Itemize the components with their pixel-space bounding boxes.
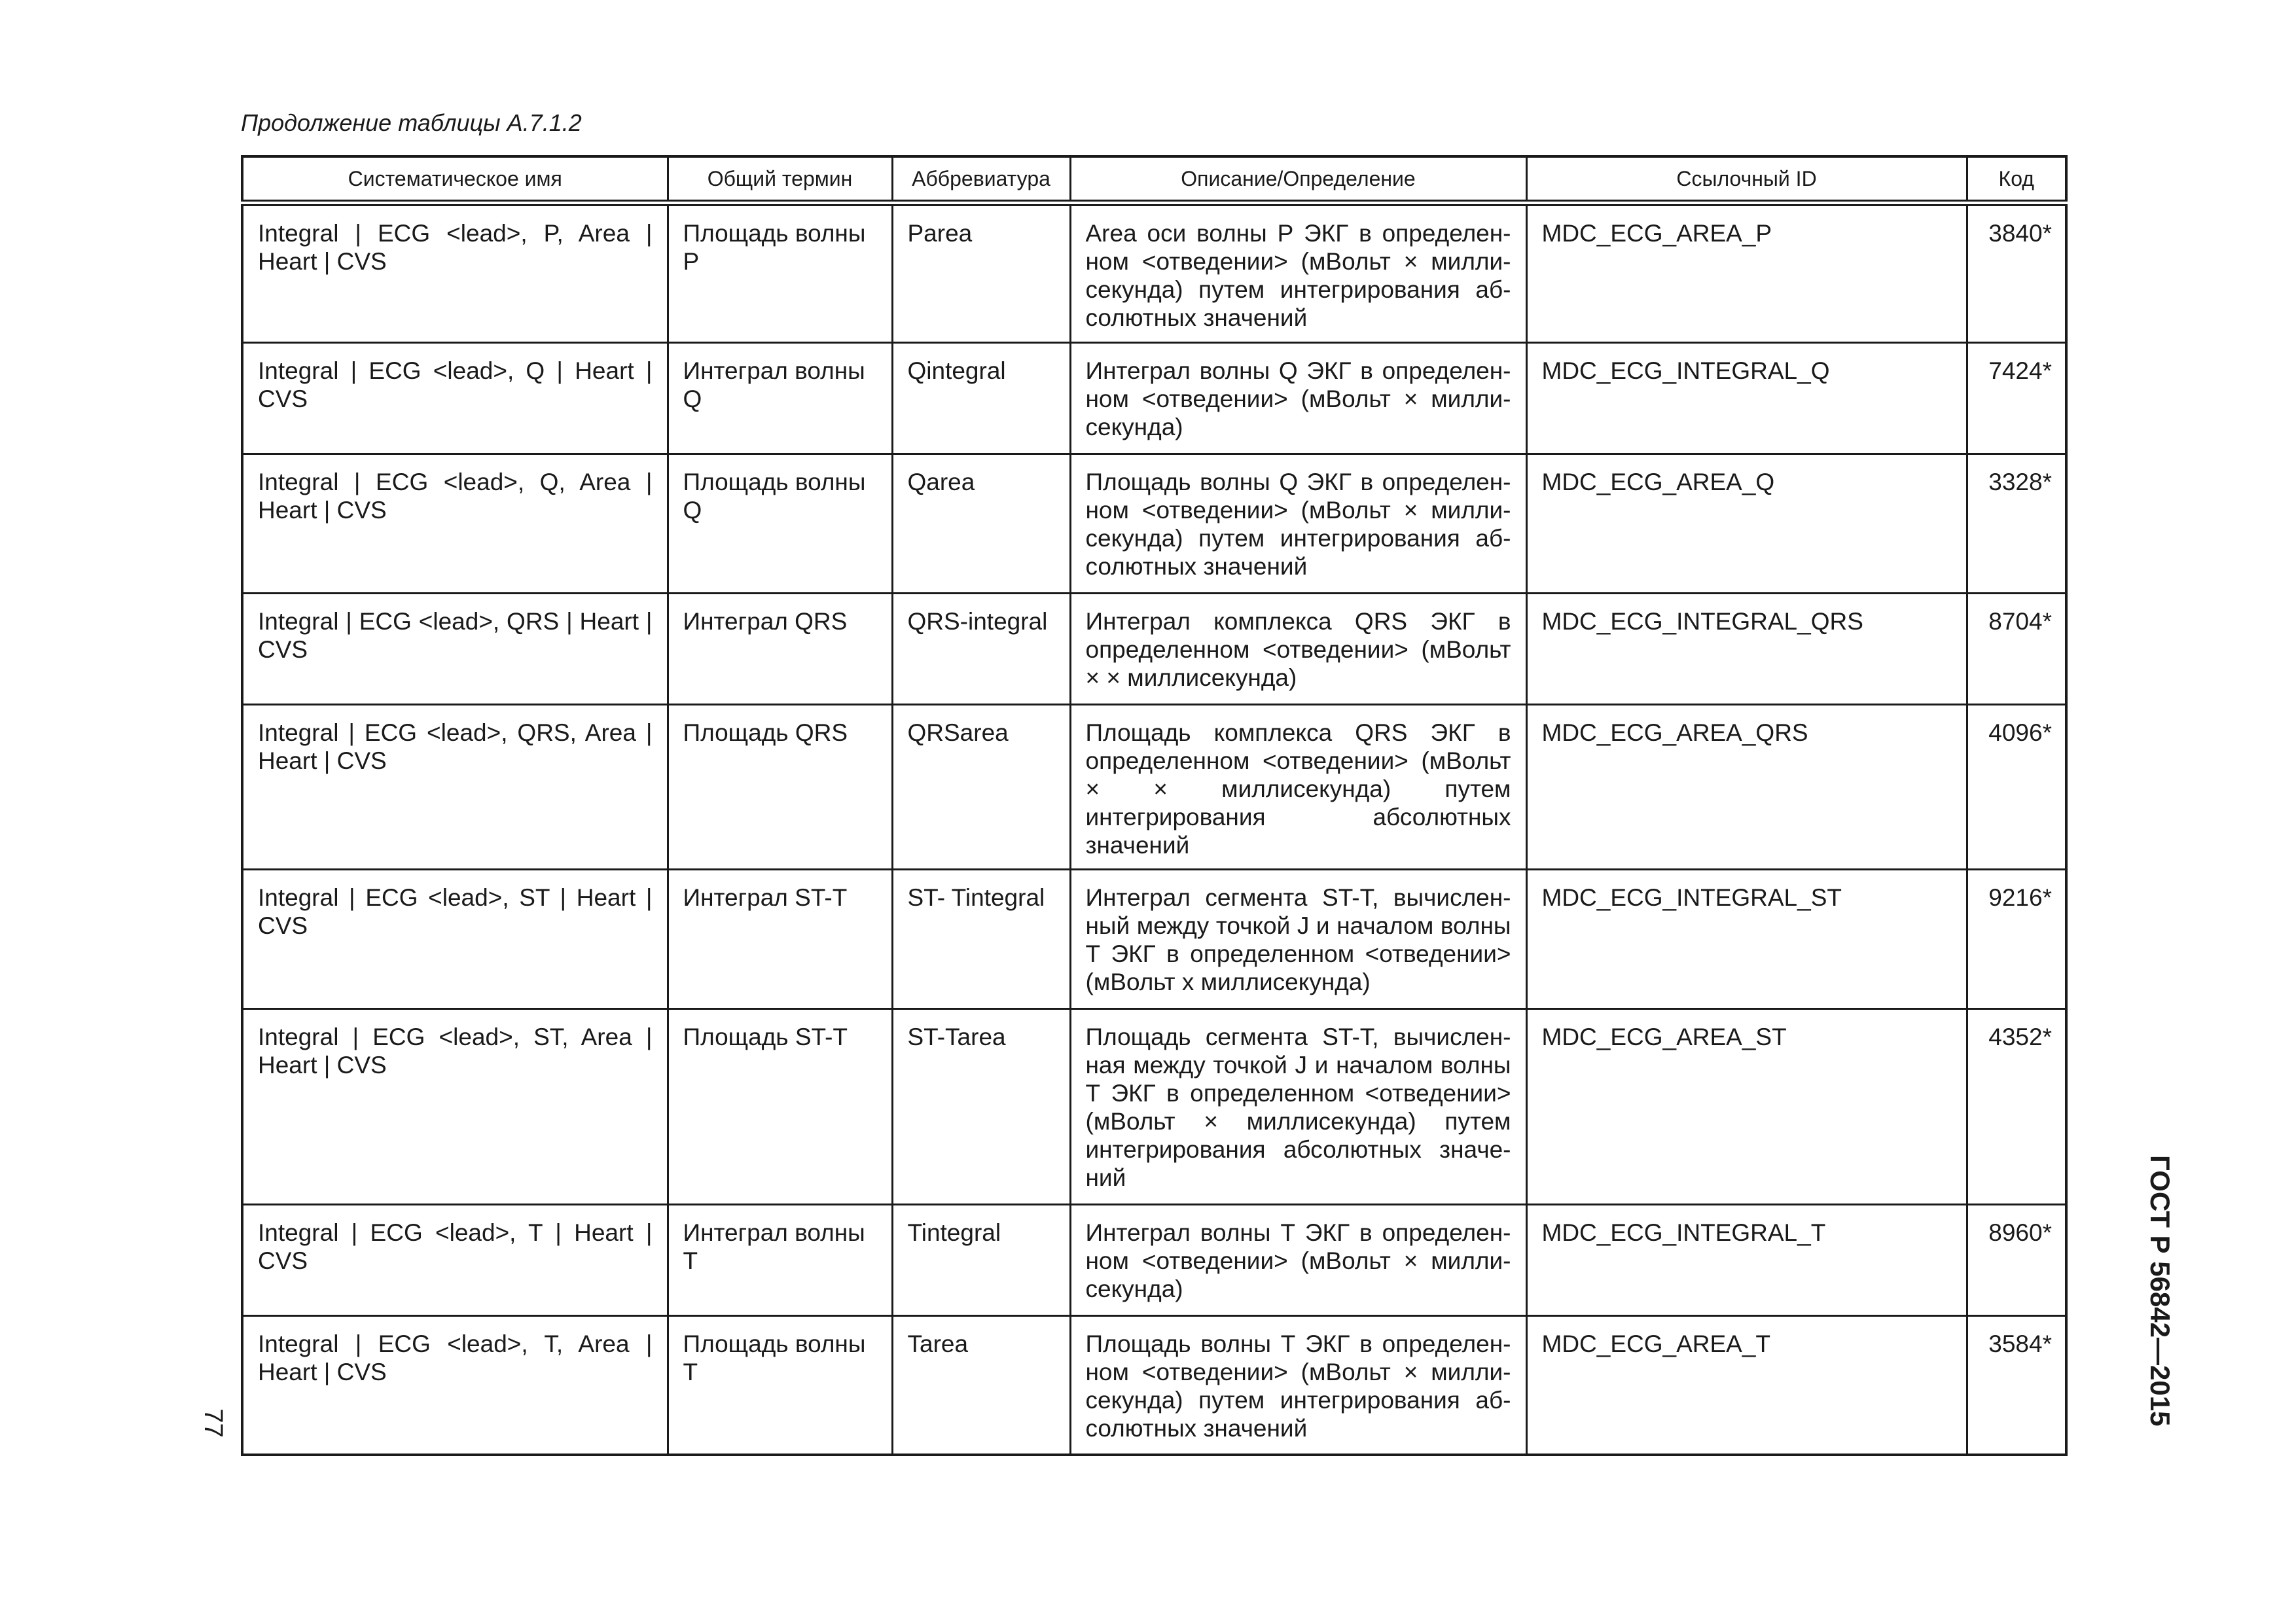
cell-common-term: Интеграл волны Т — [668, 1204, 892, 1315]
cell-reference-id: MDC_ECG_INTEGRAL_ST — [1526, 869, 1967, 1008]
cell-common-term: Площадь волны Т — [668, 1315, 892, 1455]
header-abbreviation: Аббревиатура — [892, 156, 1070, 203]
cell-code: 3328* — [1967, 454, 2066, 593]
cell-description: Интеграл комплекса QRS ЭКГ в определенном <отведении> (мВольт × × миллисекунда) — [1070, 593, 1526, 704]
cell-abbreviation: Qintegral — [892, 342, 1070, 454]
cell-reference-id: MDC_ECG_AREA_P — [1526, 203, 1967, 342]
cell-abbreviation: ST-Tarea — [892, 1008, 1070, 1204]
cell-description: Площадь волны Т ЭКГ в определенном <отведении> (мВольт × миллисекунда) путем интегрирования абсолютных значений — [1070, 1315, 1526, 1455]
table-row — [242, 593, 2066, 704]
table-row — [242, 869, 2066, 1008]
cell-reference-id: MDC_ECG_AREA_QRS — [1526, 704, 1967, 869]
table-body — [242, 203, 2066, 1455]
cell-description: Площадь сегмента ST-T, вычисленная между точкой J и началом волны Т ЭКГ в определенном <отведении> (мВольт × миллисекунда) путем интегрирования абсолютных значений — [1070, 1008, 1526, 1204]
header-systematic-name: Систематическое имя — [242, 156, 668, 203]
cell-systematic-name: Integral | ECG <lead>, P, Area | Heart | CVS — [242, 203, 668, 342]
cell-code: 8960* — [1967, 1204, 2066, 1315]
cell-systematic-name: Integral | ECG <lead>, QRS | Heart | CVS — [242, 593, 668, 704]
cell-systematic-name: Integral | ECG <lead>, Q | Heart | CVS — [242, 342, 668, 454]
cell-common-term: Площадь волны Q — [668, 454, 892, 593]
cell-description: Площадь волны Q ЭКГ в определенном <отведении> (мВольт × миллисекунда) путем интегрирования абсолютных значений — [1070, 454, 1526, 593]
cell-common-term: Интеграл ST-T — [668, 869, 892, 1008]
cell-code: 3584* — [1967, 1315, 2066, 1455]
cell-abbreviation: QRS-integral — [892, 593, 1070, 704]
cell-systematic-name: Integral | ECG <lead>, ST | Heart | CVS — [242, 869, 668, 1008]
cell-description: Интеграл сегмента ST-T, вычисленный между точкой J и началом волны Т ЭКГ в определенном <отведении> (мВольт х миллисекунда) — [1070, 869, 1526, 1008]
table-row — [242, 203, 2066, 342]
cell-abbreviation: Qarea — [892, 454, 1070, 593]
cell-systematic-name: Integral | ECG <lead>, T | Heart | CVS — [242, 1204, 668, 1315]
cell-abbreviation: Parea — [892, 203, 1070, 342]
table-header — [242, 156, 2066, 203]
header-common-term: Общий термин — [668, 156, 892, 203]
table-row — [242, 1204, 2066, 1315]
cell-common-term: Интеграл волны Q — [668, 342, 892, 454]
cell-common-term: Площадь волны Р — [668, 203, 892, 342]
cell-systematic-name: Integral | ECG <lead>, Q, Area | Heart | CVS — [242, 454, 668, 593]
table-caption: Продолжение таблицы А.7.1.2 — [241, 109, 582, 136]
cell-reference-id: MDC_ECG_AREA_T — [1526, 1315, 1967, 1455]
cell-systematic-name: Integral | ECG <lead>, ST, Area | Heart | CVS — [242, 1008, 668, 1204]
table-row — [242, 704, 2066, 869]
cell-abbreviation: ST- Tintegral — [892, 869, 1070, 1008]
cell-code: 4352* — [1967, 1008, 2066, 1204]
cell-abbreviation: Tintegral — [892, 1204, 1070, 1315]
header-row — [242, 156, 2066, 203]
cell-code: 9216* — [1967, 869, 2066, 1008]
cell-common-term: Площадь QRS — [668, 704, 892, 869]
cell-code: 4096* — [1967, 704, 2066, 869]
cell-systematic-name: Integral | ECG <lead>, QRS, Area | Heart | CVS — [242, 704, 668, 869]
cell-abbreviation: Tarea — [892, 1315, 1070, 1455]
cell-systematic-name: Integral | ECG <lead>, T, Area | Heart | CVS — [242, 1315, 668, 1455]
cell-reference-id: MDC_ECG_AREA_ST — [1526, 1008, 1967, 1204]
cell-description: Площадь комплекса QRS ЭКГ в определенном <отведении> (мВольт × × миллисекунда) путем интегрирования абсолютных значений — [1070, 704, 1526, 869]
cell-description: Интеграл волны Т ЭКГ в определенном <отведении> (мВольт × миллисекунда) — [1070, 1204, 1526, 1315]
nomenclature-table — [241, 155, 2068, 1456]
table-row — [242, 1315, 2066, 1455]
header-reference-id: Ссылочный ID — [1526, 156, 1967, 203]
table-row — [242, 454, 2066, 593]
cell-common-term: Интеграл QRS — [668, 593, 892, 704]
standard-designation: ГОСТ Р 56842—2015 — [2145, 1155, 2176, 1427]
cell-reference-id: MDC_ECG_INTEGRAL_T — [1526, 1204, 1967, 1315]
header-description: Описание/Определение — [1070, 156, 1526, 203]
table-row — [242, 1008, 2066, 1204]
header-code: Код — [1967, 156, 2066, 203]
cell-reference-id: MDC_ECG_INTEGRAL_Q — [1526, 342, 1967, 454]
cell-common-term: Площадь ST-T — [668, 1008, 892, 1204]
cell-code: 3840* — [1967, 203, 2066, 342]
table-row — [242, 342, 2066, 454]
cell-code: 7424* — [1967, 342, 2066, 454]
cell-description: Area оси волны Р ЭКГ в определенном <отведении> (мВольт × миллисекунда) путем интегрирования абсолютных значений — [1070, 203, 1526, 342]
cell-abbreviation: QRSarea — [892, 704, 1070, 869]
cell-reference-id: MDC_ECG_INTEGRAL_QRS — [1526, 593, 1967, 704]
page-number: 77 — [198, 1408, 228, 1438]
cell-reference-id: MDC_ECG_AREA_Q — [1526, 454, 1967, 593]
cell-description: Интеграл волны Q ЭКГ в определенном <отведении> (мВольт × миллисекунда) — [1070, 342, 1526, 454]
cell-code: 8704* — [1967, 593, 2066, 704]
